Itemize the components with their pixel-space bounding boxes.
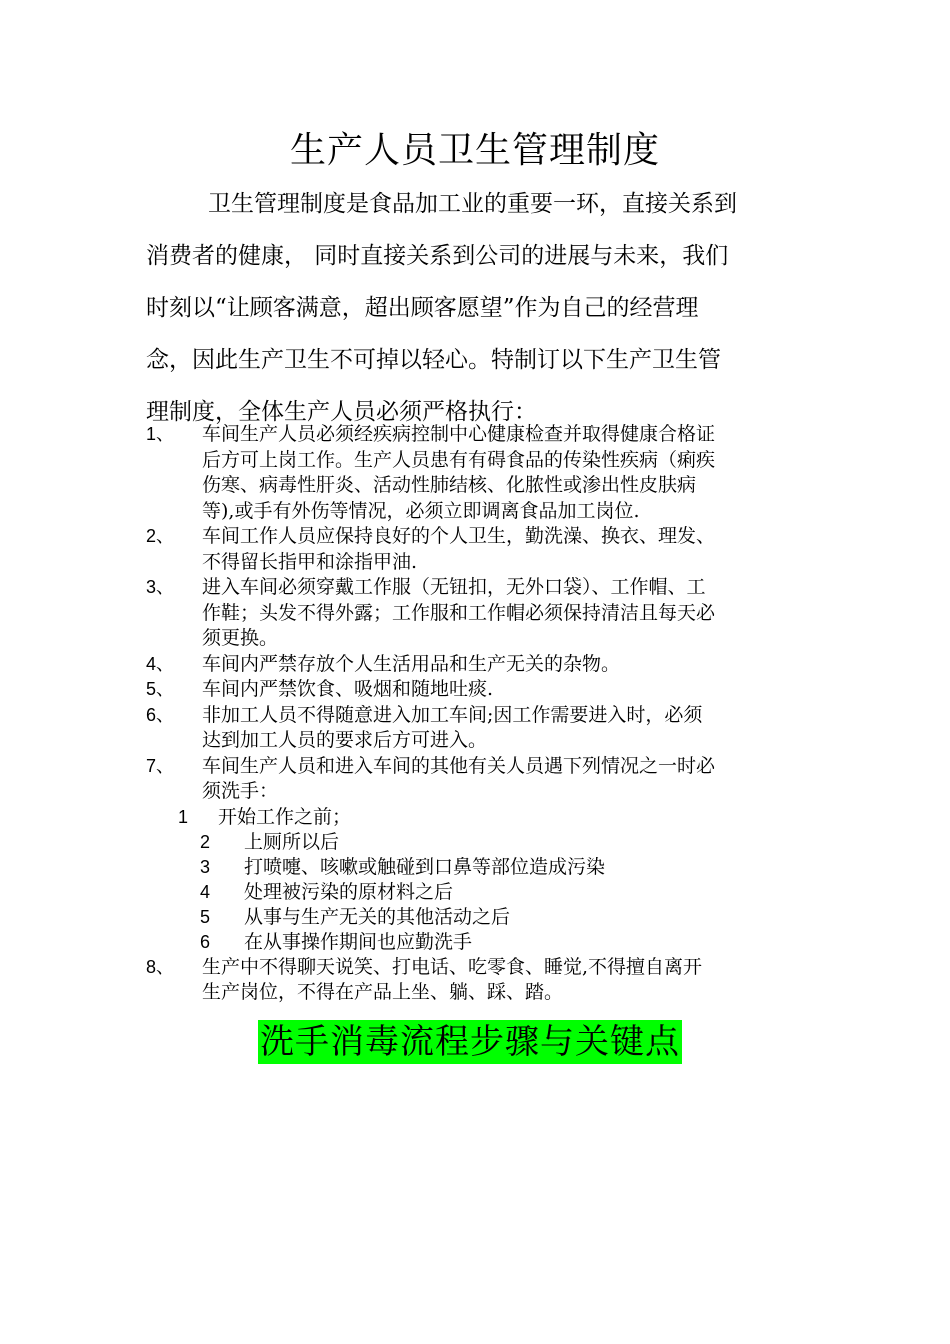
section-heading-highlighted: 洗手消毒流程步骤与关键点 [260, 1022, 680, 1062]
handwash-case-item [146, 830, 811, 855]
case-text: 处理被污染的原材料之后 [244, 880, 454, 903]
rule-text-line: 非加工人员不得随意进入加工车间;因工作需要进入时，必须 [202, 703, 703, 726]
case-text: 从事与生产无关的其他活动之后 [244, 905, 511, 928]
rule-number: 3、 [146, 577, 175, 597]
rule-item [146, 575, 811, 652]
handwash-cases-list [146, 805, 811, 955]
intro-line: 念，因此生产卫生不可掉以轻心。特制订以下生产卫生管 [146, 347, 721, 373]
case-number: 5 [200, 906, 211, 927]
document-title: 生产人员卫生管理制度 [289, 130, 660, 171]
handwash-case-item [146, 930, 811, 955]
rule-text-line: 车间内严禁饮食、吸烟和随地吐痰. [202, 678, 494, 700]
case-number: 3 [200, 856, 211, 877]
rule-number: 2、 [146, 526, 175, 546]
rule-item [146, 955, 811, 1006]
rule-number: 6、 [146, 704, 175, 725]
intro-line: 消费者的健康， 同时直接关系到公司的进展与未来，我们 [146, 243, 729, 269]
rule-text-line: 后方可上岗工作。生产人员患有有碍食品的传染性疾病（痢疾 [202, 448, 716, 471]
case-number: 2 [200, 831, 211, 852]
rule-number: 4、 [146, 653, 175, 674]
rule-text-line: 生产岗位，不得在产品上坐、躺、踩、踏。 [202, 981, 564, 1003]
rule-text-line: 车间工作人员应保持良好的个人卫生，勤洗澡、换衣、理发、 [202, 525, 716, 547]
intro-line: 卫生管理制度是食品加工业的重要一环，直接关系到 [208, 191, 737, 217]
intro-line: 时刻以“让顾客满意，超出顾客愿望”作为自己的经营理 [146, 295, 699, 321]
handwash-case-item [146, 905, 811, 930]
handwash-case-item [146, 805, 811, 830]
rule-text-line: 伤寒、病毒性肝炎、活动性肺结核、化脓性或渗出性皮肤病 [202, 474, 697, 496]
case-number: 6 [200, 931, 211, 952]
rules-list [146, 422, 811, 1006]
rule-item [146, 422, 811, 524]
case-text: 开始工作之前； [218, 805, 352, 828]
case-number: 1 [178, 806, 189, 827]
rule-text-line: 车间生产人员和进入车间的其他有关人员遇下列情况之一时必 [202, 754, 716, 777]
rule-text-line: 须洗手： [202, 780, 279, 802]
rule-text-line: 达到加工人员的要求后方可进入。 [202, 729, 488, 751]
intro-paragraph [146, 178, 806, 438]
rule-text-line: 进入车间必须穿戴工作服（无钮扣，无外口袋）、工作帽、工 [202, 576, 706, 598]
rule-item [146, 524, 811, 575]
rule-number: 7、 [146, 755, 175, 776]
rule-text-line: 车间生产人员必须经疾病控制中心健康检查并取得健康合格证 [202, 423, 716, 445]
rule-number: 1、 [146, 424, 175, 444]
rule-text-line: 等),或手有外伤等情况，必须立即调离食品加工岗位. [202, 499, 640, 522]
case-text: 打喷嚏、咳嗽或触碰到口鼻等部位造成污染 [244, 855, 606, 878]
handwash-case-item [146, 855, 811, 880]
case-text: 在从事操作期间也应勤洗手 [244, 930, 473, 953]
rule-number: 5、 [146, 679, 175, 699]
rule-text-line: 作鞋；头发不得外露；工作服和工作帽必须保持清洁且每天必 [202, 601, 716, 624]
rule-text-line: 生产中不得聊天说笑、打电话、吃零食、睡觉,不得擅自离开 [202, 955, 703, 978]
case-number: 4 [200, 881, 211, 902]
rule-item [146, 703, 811, 754]
rule-item [146, 677, 811, 703]
rule-text-line: 须更换。 [202, 627, 279, 649]
rule-text-line: 不得留长指甲和涂指甲油. [202, 550, 418, 573]
rule-item [146, 652, 811, 678]
case-text: 上厕所以后 [244, 830, 340, 853]
intro-line: 理制度，全体生产人员必须严格执行： [146, 399, 537, 425]
rule-text-line: 车间内严禁存放个人生活用品和生产无关的杂物。 [202, 652, 621, 675]
rule-item [146, 754, 811, 805]
handwash-case-item [146, 880, 811, 905]
rule-number: 8、 [146, 956, 175, 977]
